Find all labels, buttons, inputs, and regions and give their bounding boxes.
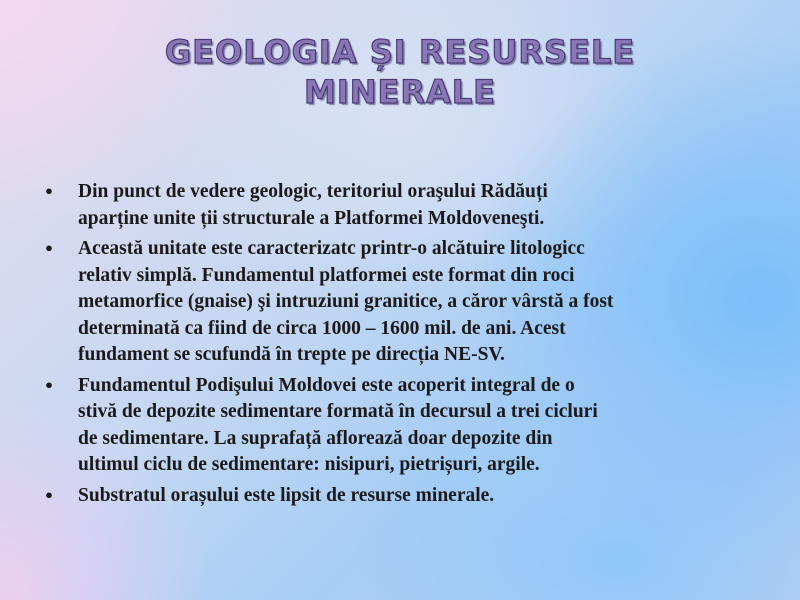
slide-title-line-2: MINERALE [303,73,497,111]
bullet-item [42,236,762,369]
bullet-item [42,373,762,479]
bullet-icon: • [43,375,55,395]
bullet-text-line: Această unitate este caracterizatc printr-o alcătuire litologicc [78,238,585,259]
bullet-icon: • [43,485,55,505]
bullet-text-line: Din punct de vedere geologic, teritoriul oraşului Rădăuți [78,181,548,202]
bullet-text-line: determinată ca fiind de circa 1000 – 1600 mil. de ani. Acest [78,317,566,339]
bullet-text-line: ultimul ciclu de sedimentare: nisipuri, pietrișuri, argile. [78,454,540,475]
bullet-text-line: Substratul orașului este lipsit de resurse minerale. [78,484,495,506]
bullet-text-line: fundament se scufundă în trepte pe direcția NE-SV. [78,344,505,365]
bullet-list [42,179,762,513]
bullet-text-line: stivă de depozite sedimentare formată în decursul a trei cicluri [78,401,598,422]
slide-title [60,32,740,112]
bullet-text-line: relativ simplă. Fundamentul platformei este format din roci [78,264,575,286]
bullet-icon: • [43,239,55,258]
bullet-text-line: metamorfice (gnaise) şi intruziuni granitice, a căror vârstă a fost [78,291,614,312]
bullet-item [42,483,762,510]
bullet-text-line: aparține unite ții structurale a Platformei Moldoveneşti. [78,207,545,229]
bullet-item [42,179,762,232]
bullet-icon: • [43,182,55,201]
bullet-text-line: de sedimentare. La suprafață aflorează doar depozite din [78,427,553,449]
slide-title-line-1: GEOLOGIA ȘI RESURSELE [164,33,636,71]
bullet-text-line: Fundamentul Podişului Moldovei este acoperit integral de o [78,374,575,396]
